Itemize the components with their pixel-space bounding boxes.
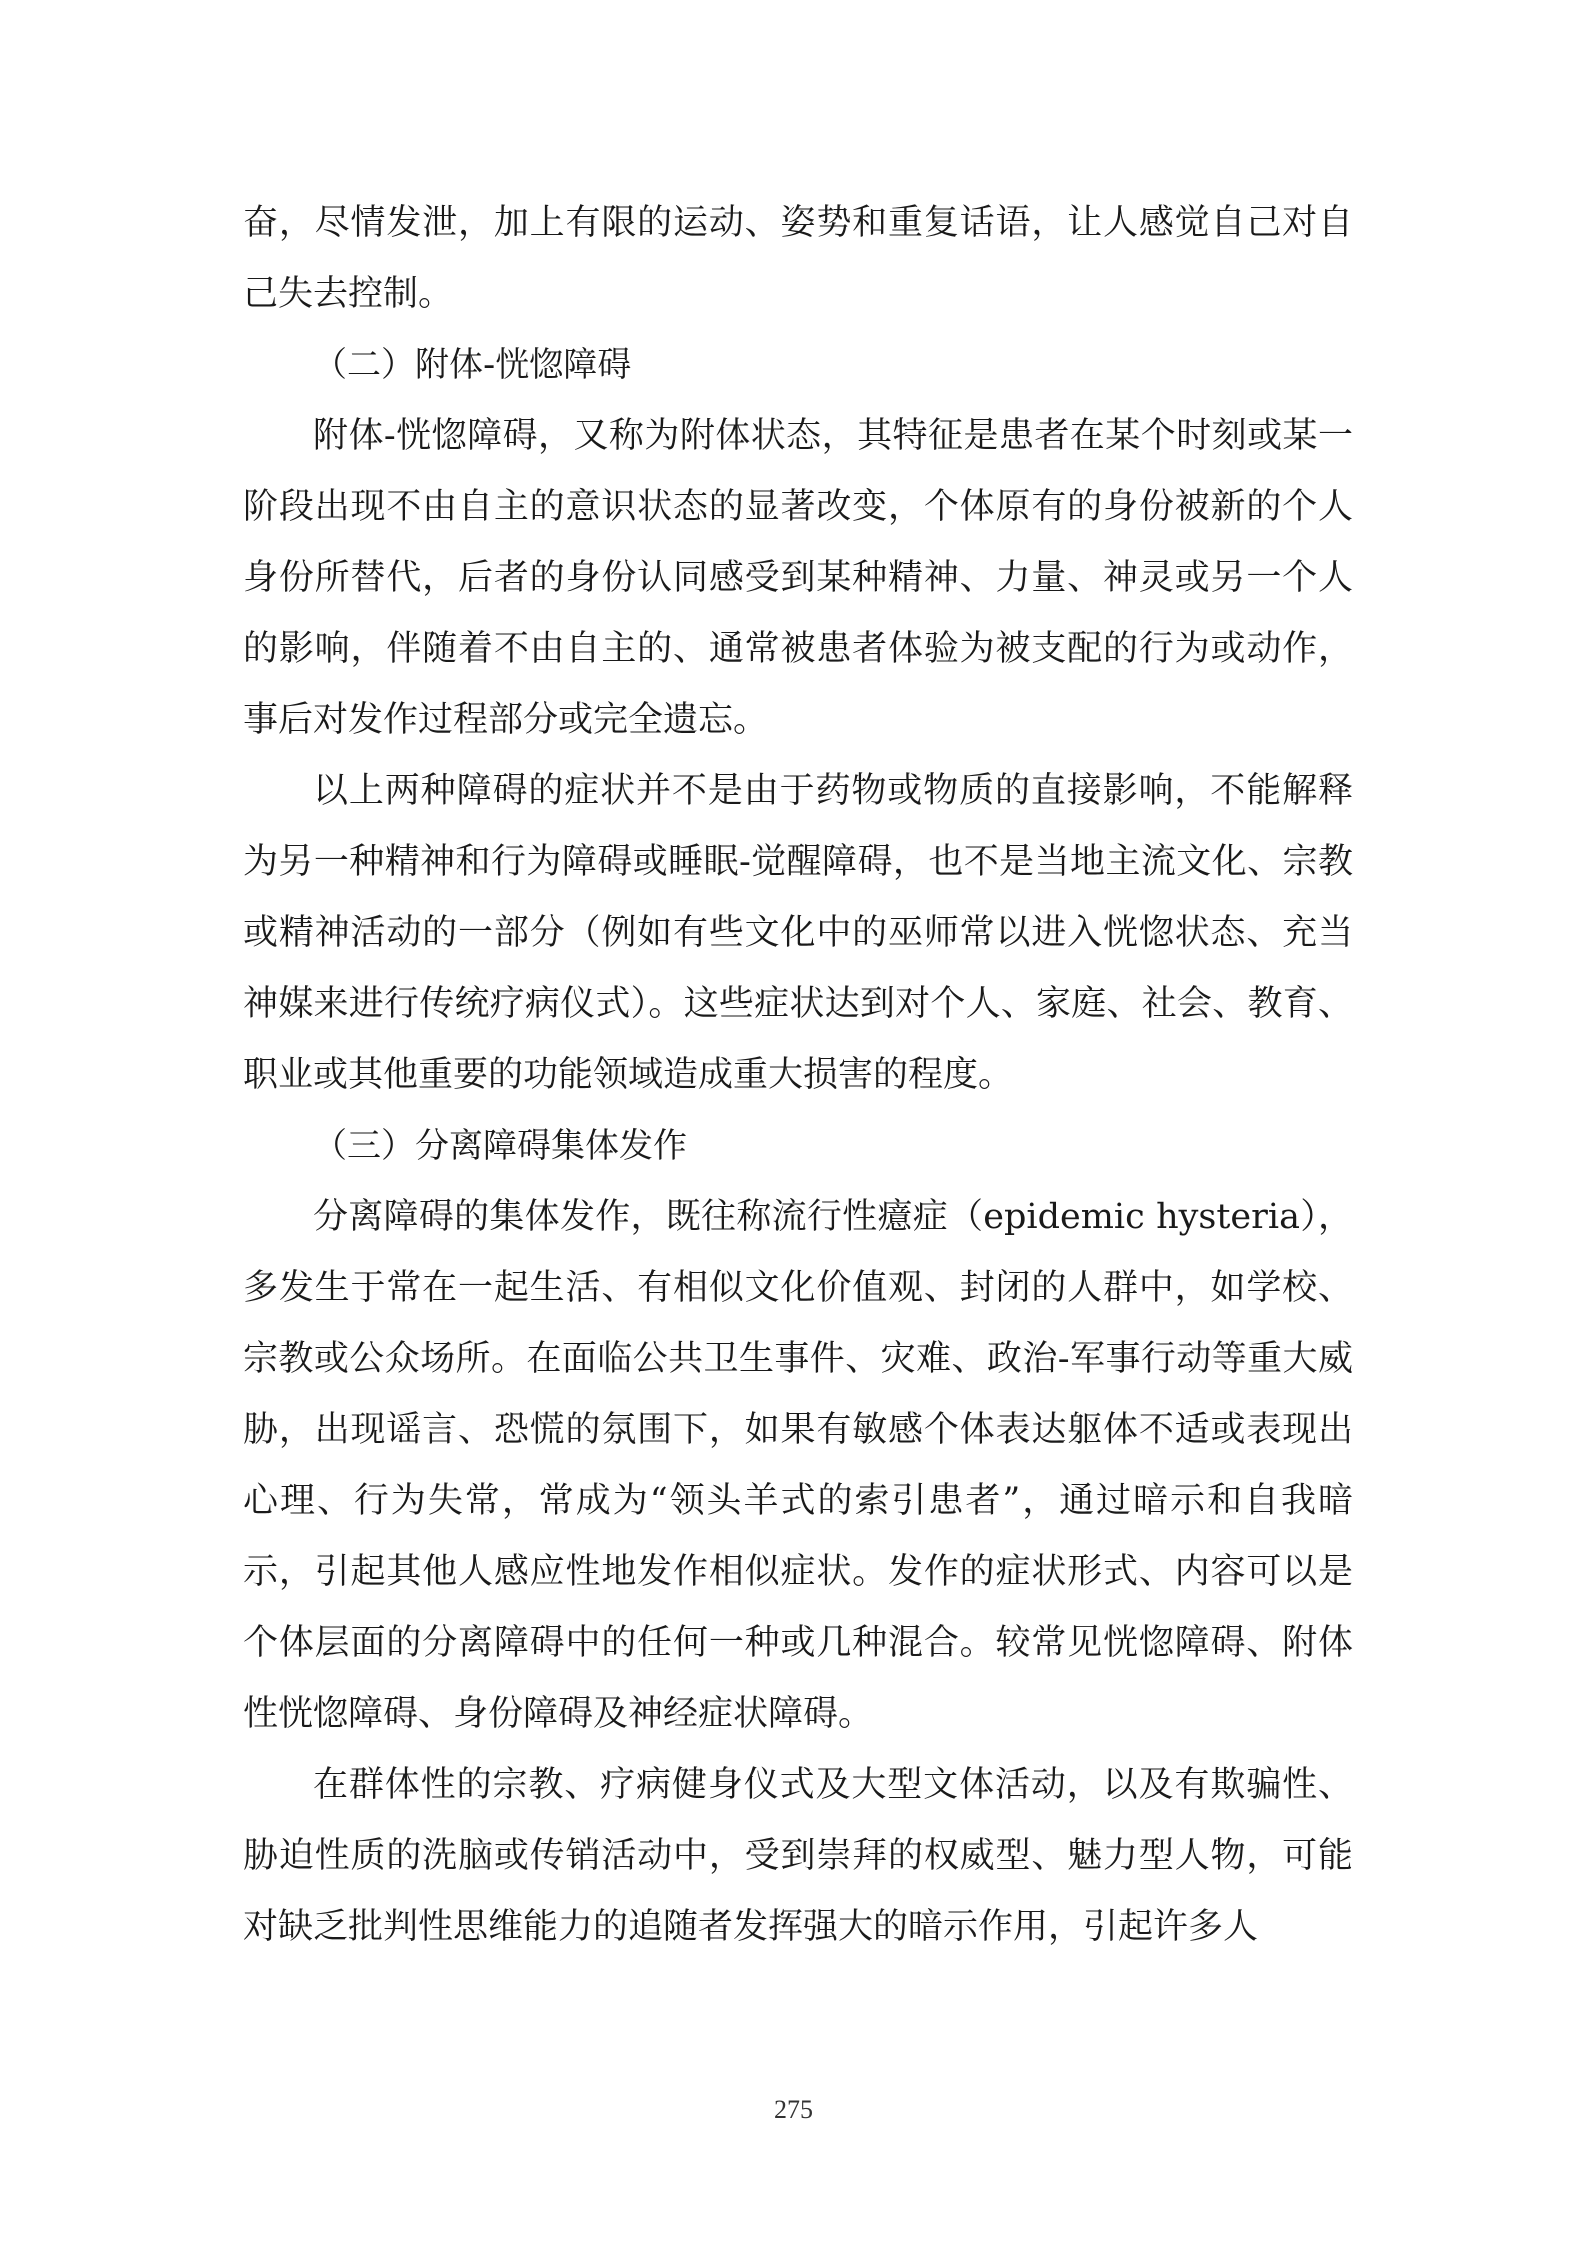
paragraph-continuation: 奋，尽情发泄，加上有限的运动、姿势和重复话语，让人感觉自己对自己失去控制。 — [243, 203, 1353, 314]
page-number: 275 — [774, 2095, 813, 2124]
paragraph-possession-trance: 附体-恍惚障碍，又称为附体状态，其特征是患者在某个时刻或某一阶段出现不由自主的意识状态的显著改变，个体原有的身份被新的个人身份所替代，后者的身份认同感受到某种精神、力量、神灵或另一个人的影响，伴随着不由自主的、通常被患者体验为被支配的行为或动作，事后对发作过程部分或完全遗忘。 — [243, 416, 1353, 740]
section-heading-2: （二）附体-恍惚障碍 — [313, 345, 632, 385]
paragraph-group-activities: 在群体性的宗教、疗病健身仪式及大型文体活动，以及有欺骗性、胁迫性质的洗脑或传销活动中，受到崇拜的权威型、魅力型人物，可能对缺乏批判性思维能力的追随者发挥强大的暗示作用，引起许多人 — [243, 1765, 1353, 1947]
section-heading-3: （三）分离障碍集体发作 — [313, 1126, 687, 1166]
body-text — [243, 188, 1353, 1963]
paragraph-mass-episode: 分离障碍的集体发作，既往称流行性癔症（epidemic hysteria），多发生于常在一起生活、有相似文化价值观、封闭的人群中，如学校、宗教或公众场所。在面临公共卫生事件、灾难、政治-军事行动等重大威胁，出现谣言、恐慌的氛围下，如果有敏感个体表达躯体不适或表现出心理、行为失常，常成为“领头羊式的索引患者”，通过暗示和自我暗示，引起其他人感应性地发作相似症状。发作的症状形式、内容可以是个体层面的分离障碍中的任何一种或几种混合。较常见恍惚障碍、附体性恍惚障碍、身份障碍及神经症状障碍。 — [243, 1197, 1353, 1734]
paragraph-exclusion-criteria: 以上两种障碍的症状并不是由于药物或物质的直接影响，不能解释为另一种精神和行为障碍或睡眠-觉醒障碍，也不是当地主流文化、宗教或精神活动的一部分（例如有些文化中的巫师常以进入恍惚状态、充当神媒来进行传统疗病仪式）。这些症状达到对个人、家庭、社会、教育、职业或其他重要的功能领域造成重大损害的程度。 — [243, 771, 1353, 1095]
